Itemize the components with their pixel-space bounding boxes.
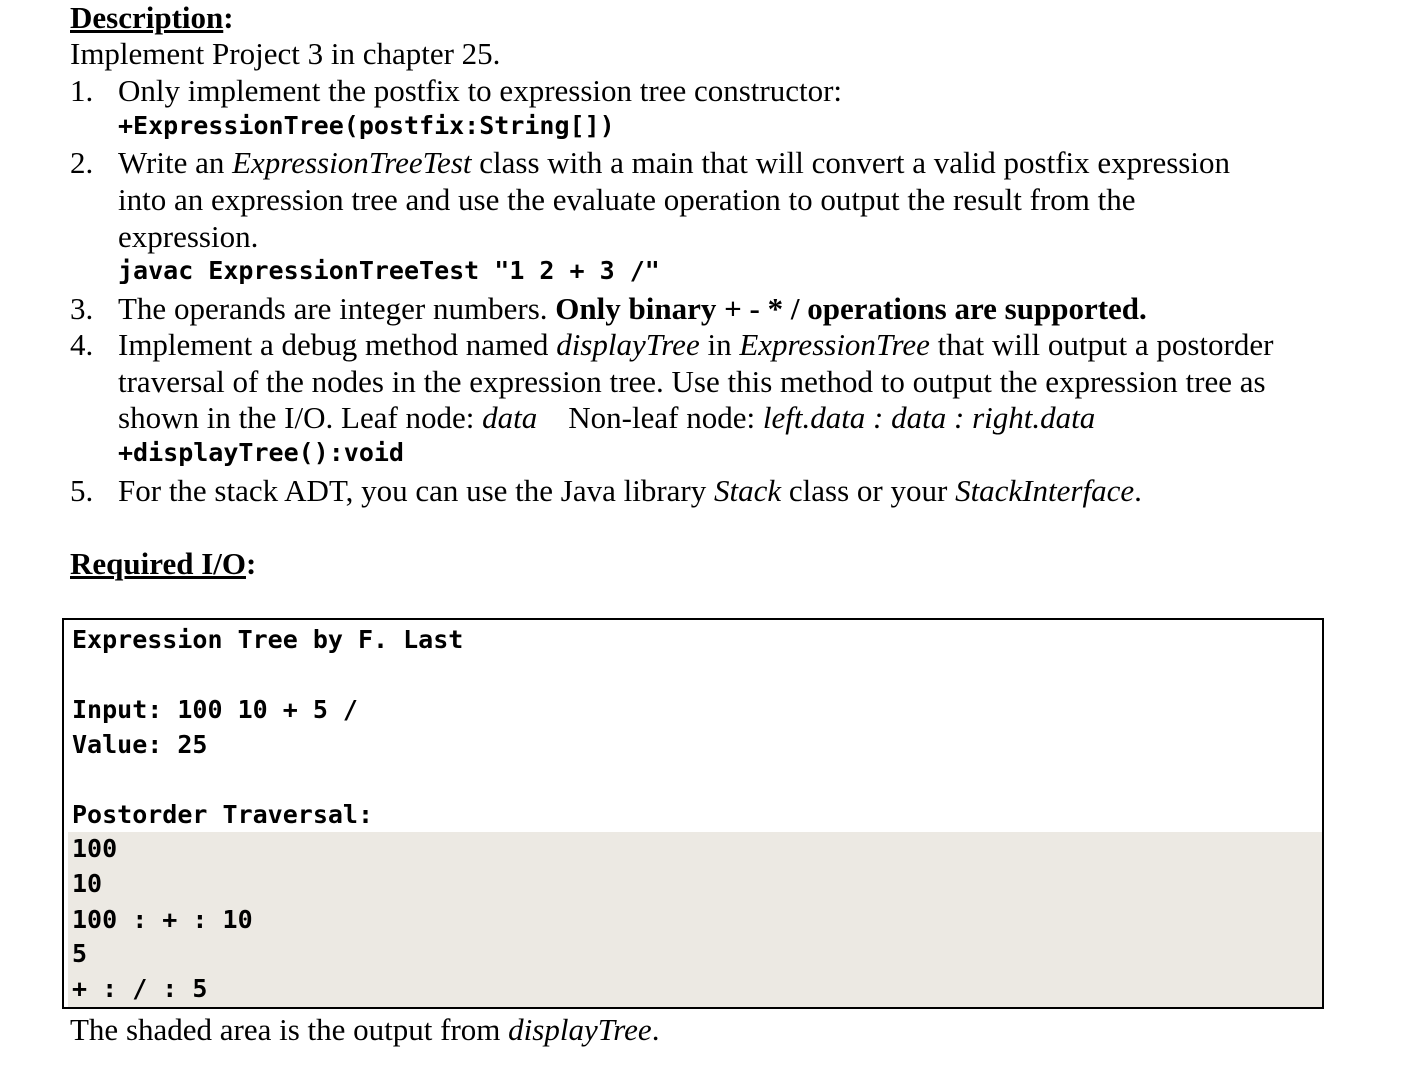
- list-item-text-line3: shown in the I/O. Leaf node: data Non-leaf node: left.data : data : right.data: [118, 400, 1096, 435]
- footer-note: The shaded area is the output from displayTree.: [70, 1012, 660, 1047]
- list-item-number: 5.: [70, 473, 94, 508]
- required-io-heading: Required I/O:: [70, 546, 257, 581]
- code-constructor-signature: +ExpressionTree(postfix:String[]): [118, 111, 615, 140]
- list-item-text-line2: traversal of the nodes in the expression tree. Use this method to output the expression tree as: [118, 364, 1266, 399]
- list-item-number: 3.: [70, 291, 94, 326]
- code-display-tree-signature: +displayTree():void: [118, 438, 404, 467]
- list-item-text-line2: into an expression tree and use the evaluate operation to output the result from the: [118, 182, 1136, 217]
- io-traversal-heading: Postorder Traversal:: [72, 800, 374, 829]
- io-input-line: Input: 100 10 + 5 /: [72, 695, 358, 724]
- list-item-text: For the stack ADT, you can use the Java library Stack class or your StackInterface.: [118, 473, 1142, 508]
- list-item-number: 1.: [70, 73, 94, 108]
- io-value-line: Value: 25: [72, 730, 208, 759]
- list-item-number: 4.: [70, 327, 94, 362]
- description-heading: Description:: [70, 0, 234, 35]
- io-traversal-line: 100 : + : 10: [72, 905, 253, 934]
- io-title: Expression Tree by F. Last: [72, 625, 464, 654]
- list-item-number: 2.: [70, 145, 94, 180]
- io-traversal-line: 10: [72, 869, 103, 898]
- list-item-text: Only implement the postfix to expression tree constructor:: [118, 73, 843, 108]
- io-traversal-line: 100: [72, 834, 118, 863]
- code-javac-command: javac ExpressionTreeTest "1 2 + 3 /": [118, 256, 660, 285]
- description-intro: Implement Project 3 in chapter 25.: [70, 36, 501, 71]
- list-item-text: Write an ExpressionTreeTest class with a main that will convert a valid postfix expression: [118, 145, 1230, 180]
- list-item-text: The operands are integer numbers. Only binary + - * / operations are supported.: [118, 291, 1147, 326]
- list-item-text: Implement a debug method named displayTree in ExpressionTree that will output a postorder: [118, 327, 1274, 362]
- io-traversal-line: 5: [72, 939, 88, 968]
- io-traversal-line: + : / : 5: [72, 974, 208, 1003]
- display-tree-output-shading: [68, 832, 1322, 1007]
- list-item-text-line3: expression.: [118, 219, 259, 254]
